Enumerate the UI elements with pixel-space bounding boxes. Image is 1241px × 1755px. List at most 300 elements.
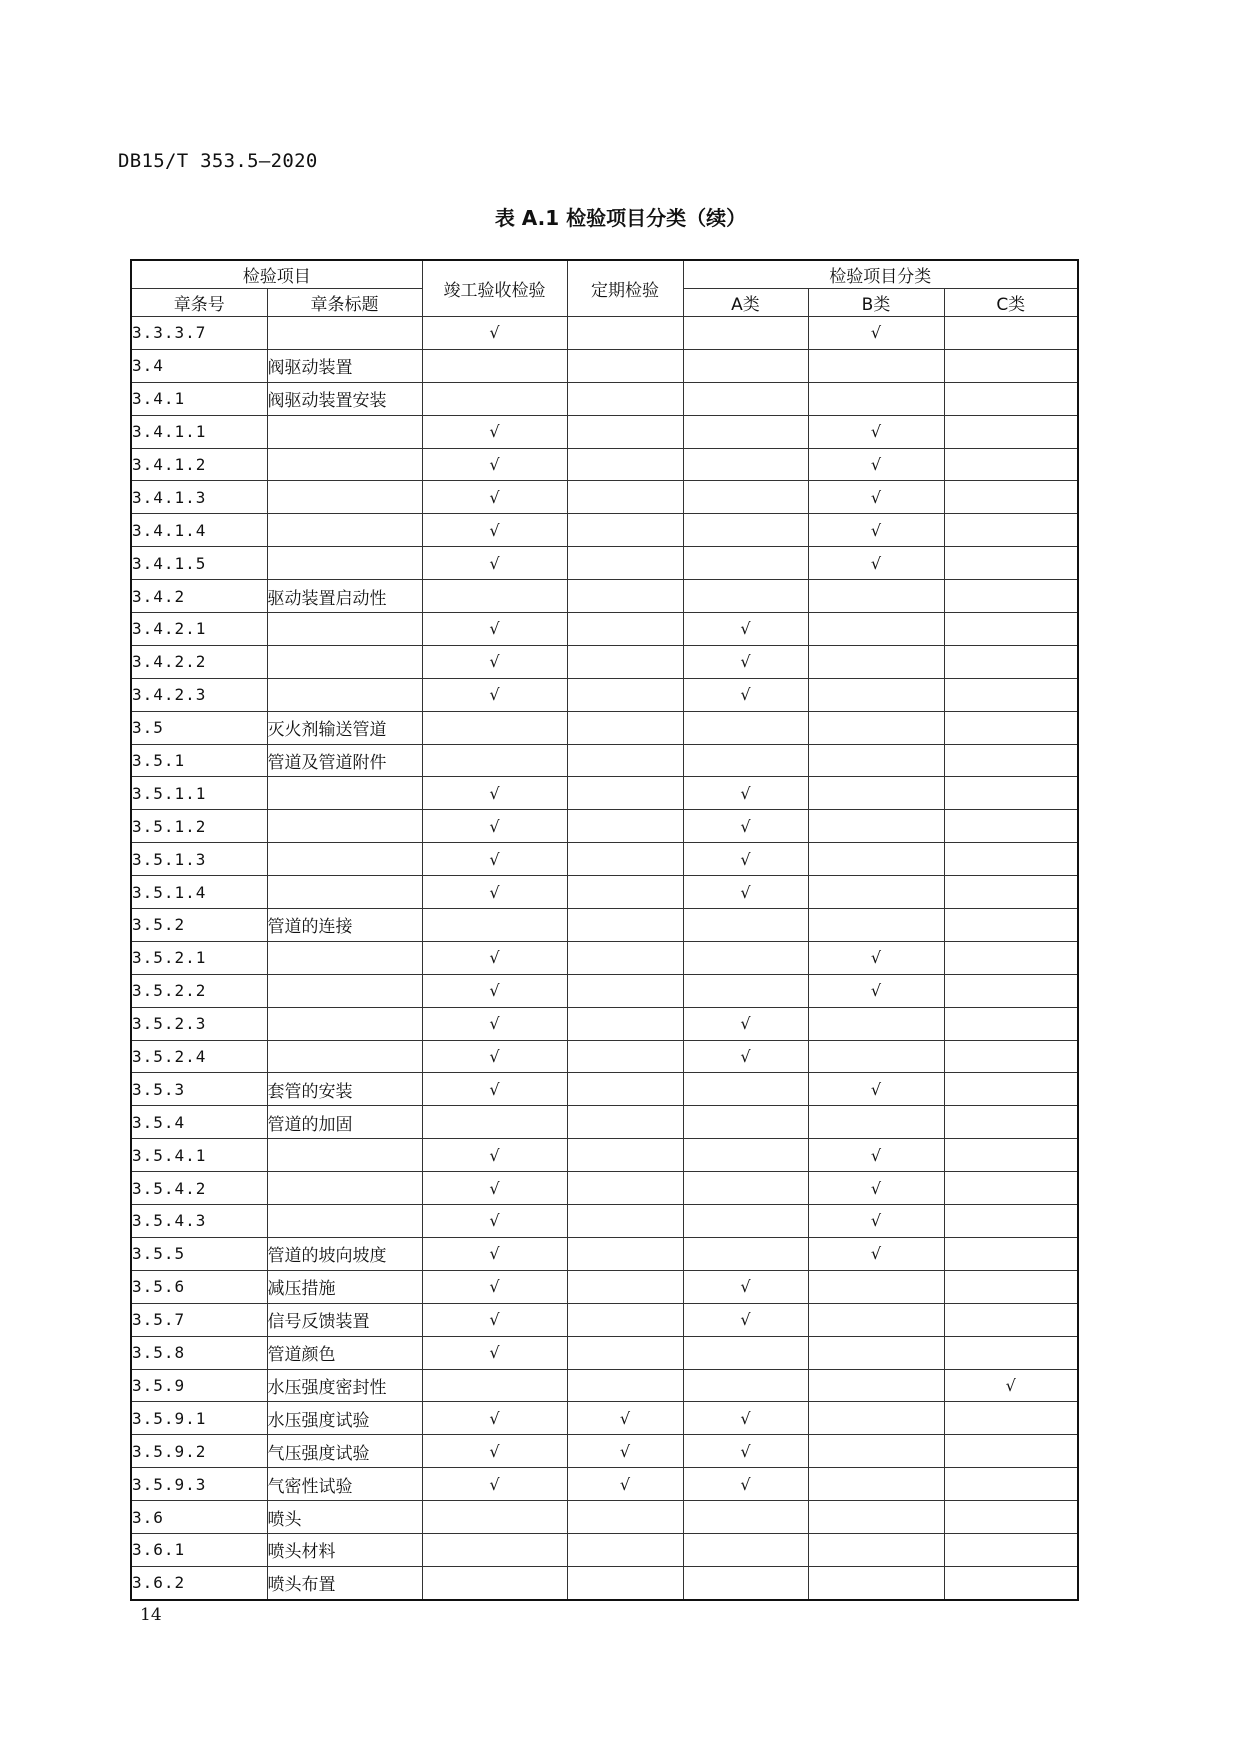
- category-a-mark: √: [683, 645, 808, 678]
- periodic-mark: [567, 1040, 683, 1073]
- completion-mark: √: [422, 613, 567, 646]
- category-b-mark: √: [808, 974, 944, 1007]
- periodic-mark: [567, 1172, 683, 1205]
- category-c-mark: [944, 317, 1078, 350]
- clause-title: [267, 678, 422, 711]
- category-c-mark: [944, 1336, 1078, 1369]
- table-row: [131, 1336, 1078, 1369]
- table-row: [131, 1205, 1078, 1238]
- category-c-mark: [944, 580, 1078, 613]
- clause-number: 3.5.2.4: [131, 1040, 267, 1073]
- table-row: [131, 810, 1078, 843]
- clause-number: 3.5.4.3: [131, 1205, 267, 1238]
- category-b-mark: √: [808, 1139, 944, 1172]
- periodic-mark: [567, 1336, 683, 1369]
- clause-number: 3.5.2.2: [131, 974, 267, 1007]
- table-row: [131, 1270, 1078, 1303]
- completion-mark: √: [422, 481, 567, 514]
- category-c-mark: [944, 678, 1078, 711]
- periodic-mark: [567, 974, 683, 1007]
- header-periodic: 定期检验: [567, 260, 683, 317]
- category-b-mark: [808, 613, 944, 646]
- completion-mark: [422, 744, 567, 777]
- clause-title: [267, 317, 422, 350]
- completion-mark: [422, 1533, 567, 1566]
- category-a-mark: √: [683, 876, 808, 909]
- header-clause-title: 章条标题: [267, 289, 422, 317]
- clause-title: 水压强度试验: [267, 1402, 422, 1435]
- clause-title: [267, 1007, 422, 1040]
- clause-number: 3.5.1.2: [131, 810, 267, 843]
- category-a-mark: [683, 1369, 808, 1402]
- table-row: [131, 1040, 1078, 1073]
- category-c-mark: [944, 744, 1078, 777]
- category-b-mark: [808, 909, 944, 942]
- table-row: [131, 744, 1078, 777]
- classification-table: [130, 259, 1079, 1601]
- clause-number: 3.5.9.3: [131, 1468, 267, 1501]
- category-b-mark: √: [808, 1205, 944, 1238]
- category-b-mark: [808, 678, 944, 711]
- completion-mark: √: [422, 1205, 567, 1238]
- periodic-mark: √: [567, 1468, 683, 1501]
- clause-title: [267, 777, 422, 810]
- clause-title: 喷头: [267, 1501, 422, 1534]
- periodic-mark: [567, 580, 683, 613]
- category-c-mark: [944, 1303, 1078, 1336]
- clause-title: 阀驱动装置安装: [267, 382, 422, 415]
- completion-mark: [422, 1566, 567, 1599]
- periodic-mark: [567, 1073, 683, 1106]
- category-c-mark: [944, 1040, 1078, 1073]
- completion-mark: [422, 1369, 567, 1402]
- table-header: [131, 260, 1078, 317]
- periodic-mark: [567, 678, 683, 711]
- completion-mark: √: [422, 876, 567, 909]
- category-b-mark: [808, 580, 944, 613]
- category-b-mark: [808, 1336, 944, 1369]
- clause-title: 管道的坡向坡度: [267, 1237, 422, 1270]
- category-b-mark: [808, 1040, 944, 1073]
- category-a-mark: [683, 1501, 808, 1534]
- category-c-mark: [944, 415, 1078, 448]
- clause-number: 3.3.3.7: [131, 317, 267, 350]
- clause-title: 信号反馈装置: [267, 1303, 422, 1336]
- clause-title: [267, 481, 422, 514]
- clause-title: 喷头布置: [267, 1566, 422, 1599]
- table-row: [131, 1172, 1078, 1205]
- clause-number: 3.5.4: [131, 1106, 267, 1139]
- completion-mark: √: [422, 678, 567, 711]
- category-a-mark: √: [683, 1007, 808, 1040]
- category-b-mark: [808, 777, 944, 810]
- category-b-mark: [808, 1106, 944, 1139]
- periodic-mark: [567, 1139, 683, 1172]
- table-row: [131, 1139, 1078, 1172]
- clause-number: 3.6.2: [131, 1566, 267, 1599]
- header-clause-no: 章条号: [131, 289, 267, 317]
- category-c-mark: [944, 1468, 1078, 1501]
- completion-mark: √: [422, 974, 567, 1007]
- periodic-mark: [567, 1237, 683, 1270]
- periodic-mark: [567, 876, 683, 909]
- completion-mark: √: [422, 1040, 567, 1073]
- clause-number: 3.4.1.3: [131, 481, 267, 514]
- category-a-mark: [683, 514, 808, 547]
- category-a-mark: √: [683, 810, 808, 843]
- periodic-mark: [567, 415, 683, 448]
- clause-number: 3.5.1: [131, 744, 267, 777]
- table-row: [131, 1303, 1078, 1336]
- header-item: 检验项目: [131, 260, 422, 289]
- category-c-mark: [944, 711, 1078, 744]
- clause-title: 管道颜色: [267, 1336, 422, 1369]
- category-a-mark: √: [683, 843, 808, 876]
- category-a-mark: [683, 1336, 808, 1369]
- category-b-mark: [808, 1007, 944, 1040]
- clause-title: 气密性试验: [267, 1468, 422, 1501]
- category-a-mark: √: [683, 1040, 808, 1073]
- category-b-mark: [808, 1435, 944, 1468]
- completion-mark: √: [422, 941, 567, 974]
- clause-number: 3.5.2.3: [131, 1007, 267, 1040]
- clause-title: 减压措施: [267, 1270, 422, 1303]
- category-a-mark: √: [683, 678, 808, 711]
- periodic-mark: [567, 645, 683, 678]
- category-c-mark: [944, 1566, 1078, 1599]
- clause-title: 喷头材料: [267, 1533, 422, 1566]
- category-c-mark: [944, 645, 1078, 678]
- completion-mark: √: [422, 1468, 567, 1501]
- category-b-mark: [808, 1270, 944, 1303]
- clause-number: 3.5.7: [131, 1303, 267, 1336]
- table-row: [131, 777, 1078, 810]
- category-a-mark: [683, 1533, 808, 1566]
- periodic-mark: [567, 1369, 683, 1402]
- category-a-mark: [683, 909, 808, 942]
- category-c-mark: [944, 777, 1078, 810]
- completion-mark: √: [422, 448, 567, 481]
- table-row: [131, 876, 1078, 909]
- table-row: [131, 974, 1078, 1007]
- clause-title: [267, 448, 422, 481]
- category-b-mark: [808, 1468, 944, 1501]
- category-a-mark: [683, 317, 808, 350]
- completion-mark: √: [422, 1139, 567, 1172]
- category-b-mark: √: [808, 317, 944, 350]
- table-row: [131, 514, 1078, 547]
- clause-title: 管道的连接: [267, 909, 422, 942]
- category-b-mark: [808, 711, 944, 744]
- completion-mark: √: [422, 1402, 567, 1435]
- table-row: [131, 1468, 1078, 1501]
- clause-number: 3.5.2.1: [131, 941, 267, 974]
- category-c-mark: [944, 1533, 1078, 1566]
- category-a-mark: [683, 349, 808, 382]
- category-a-mark: [683, 1073, 808, 1106]
- category-c-mark: [944, 974, 1078, 1007]
- category-a-mark: √: [683, 1402, 808, 1435]
- category-a-mark: [683, 415, 808, 448]
- category-a-mark: √: [683, 1468, 808, 1501]
- clause-title: [267, 941, 422, 974]
- clause-title: [267, 415, 422, 448]
- clause-number: 3.5.6: [131, 1270, 267, 1303]
- category-b-mark: √: [808, 481, 944, 514]
- category-c-mark: [944, 349, 1078, 382]
- table-row: [131, 1402, 1078, 1435]
- clause-title: 阀驱动装置: [267, 349, 422, 382]
- periodic-mark: [567, 711, 683, 744]
- periodic-mark: [567, 1205, 683, 1238]
- completion-mark: √: [422, 810, 567, 843]
- category-b-mark: [808, 1369, 944, 1402]
- category-c-mark: [944, 1435, 1078, 1468]
- table-row: [131, 843, 1078, 876]
- clause-title: 套管的安装: [267, 1073, 422, 1106]
- completion-mark: √: [422, 1073, 567, 1106]
- clause-number: 3.5.1.3: [131, 843, 267, 876]
- table-row: [131, 317, 1078, 350]
- clause-number: 3.5.4.1: [131, 1139, 267, 1172]
- periodic-mark: [567, 777, 683, 810]
- table-row: [131, 941, 1078, 974]
- category-c-mark: [944, 810, 1078, 843]
- clause-number: 3.5.9: [131, 1369, 267, 1402]
- table-row: [131, 1007, 1078, 1040]
- clause-number: 3.5.9.2: [131, 1435, 267, 1468]
- completion-mark: √: [422, 645, 567, 678]
- periodic-mark: [567, 810, 683, 843]
- category-a-mark: √: [683, 1435, 808, 1468]
- category-a-mark: √: [683, 777, 808, 810]
- category-a-mark: [683, 974, 808, 1007]
- periodic-mark: [567, 481, 683, 514]
- category-b-mark: √: [808, 1073, 944, 1106]
- category-c-mark: [944, 382, 1078, 415]
- completion-mark: [422, 1501, 567, 1534]
- table-row: [131, 349, 1078, 382]
- completion-mark: √: [422, 1007, 567, 1040]
- completion-mark: √: [422, 1270, 567, 1303]
- periodic-mark: [567, 382, 683, 415]
- completion-mark: √: [422, 415, 567, 448]
- completion-mark: [422, 1106, 567, 1139]
- category-b-mark: [808, 876, 944, 909]
- periodic-mark: [567, 1566, 683, 1599]
- table-row: [131, 711, 1078, 744]
- category-a-mark: [683, 941, 808, 974]
- category-b-mark: √: [808, 448, 944, 481]
- category-a-mark: [683, 1172, 808, 1205]
- table-row: [131, 1501, 1078, 1534]
- category-a-mark: √: [683, 1270, 808, 1303]
- clause-title: 管道的加固: [267, 1106, 422, 1139]
- clause-title: 管道及管道附件: [267, 744, 422, 777]
- category-c-mark: [944, 1402, 1078, 1435]
- category-b-mark: [808, 645, 944, 678]
- table-row: [131, 1237, 1078, 1270]
- category-b-mark: [808, 843, 944, 876]
- periodic-mark: [567, 909, 683, 942]
- category-a-mark: [683, 547, 808, 580]
- periodic-mark: [567, 744, 683, 777]
- completion-mark: √: [422, 1172, 567, 1205]
- clause-title: [267, 645, 422, 678]
- clause-title: 气压强度试验: [267, 1435, 422, 1468]
- clause-title: [267, 810, 422, 843]
- periodic-mark: [567, 514, 683, 547]
- category-b-mark: [808, 382, 944, 415]
- clause-title: [267, 974, 422, 1007]
- periodic-mark: [567, 1106, 683, 1139]
- clause-title: [267, 1205, 422, 1238]
- category-a-mark: [683, 1205, 808, 1238]
- category-c-mark: [944, 843, 1078, 876]
- completion-mark: [422, 382, 567, 415]
- table-row: [131, 1073, 1078, 1106]
- category-b-mark: [808, 1303, 944, 1336]
- periodic-mark: [567, 1533, 683, 1566]
- table-body: [131, 317, 1078, 1600]
- completion-mark: √: [422, 1336, 567, 1369]
- periodic-mark: [567, 547, 683, 580]
- periodic-mark: [567, 349, 683, 382]
- category-c-mark: [944, 876, 1078, 909]
- category-a-mark: [683, 1106, 808, 1139]
- clause-number: 3.4.1.4: [131, 514, 267, 547]
- completion-mark: √: [422, 514, 567, 547]
- table-row: [131, 1435, 1078, 1468]
- category-b-mark: [808, 1566, 944, 1599]
- category-b-mark: [808, 1533, 944, 1566]
- clause-number: 3.4.1.5: [131, 547, 267, 580]
- completion-mark: √: [422, 317, 567, 350]
- table-title: 表 A.1 检验项目分类（续）: [494, 206, 747, 230]
- header-cat-c: C类: [944, 289, 1078, 317]
- clause-number: 3.5.4.2: [131, 1172, 267, 1205]
- category-b-mark: √: [808, 1237, 944, 1270]
- completion-mark: √: [422, 1237, 567, 1270]
- category-b-mark: √: [808, 415, 944, 448]
- table-row: [131, 448, 1078, 481]
- clause-title: 灭火剂输送管道: [267, 711, 422, 744]
- category-a-mark: [683, 481, 808, 514]
- clause-title: 水压强度密封性: [267, 1369, 422, 1402]
- category-a-mark: [683, 448, 808, 481]
- periodic-mark: [567, 1501, 683, 1534]
- category-c-mark: [944, 909, 1078, 942]
- clause-number: 3.4.2.2: [131, 645, 267, 678]
- category-a-mark: [683, 711, 808, 744]
- clause-title: [267, 843, 422, 876]
- category-c-mark: [944, 1205, 1078, 1238]
- table-row: [131, 382, 1078, 415]
- category-a-mark: [683, 1566, 808, 1599]
- table-row: [131, 645, 1078, 678]
- category-b-mark: √: [808, 1172, 944, 1205]
- header-cat-b: B类: [808, 289, 944, 317]
- category-a-mark: [683, 1139, 808, 1172]
- category-a-mark: [683, 580, 808, 613]
- page-number: 14: [140, 1605, 162, 1625]
- clause-title: [267, 1172, 422, 1205]
- header-completion: 竣工验收检验: [422, 260, 567, 317]
- category-c-mark: [944, 1007, 1078, 1040]
- table-row: [131, 415, 1078, 448]
- category-b-mark: [808, 810, 944, 843]
- table-row: [131, 547, 1078, 580]
- category-a-mark: [683, 1237, 808, 1270]
- category-c-mark: [944, 514, 1078, 547]
- clause-number: 3.5.9.1: [131, 1402, 267, 1435]
- category-c-mark: [944, 481, 1078, 514]
- periodic-mark: [567, 317, 683, 350]
- clause-title: [267, 514, 422, 547]
- completion-mark: √: [422, 1435, 567, 1468]
- clause-title: [267, 547, 422, 580]
- category-c-mark: [944, 941, 1078, 974]
- category-c-mark: [944, 1106, 1078, 1139]
- category-c-mark: [944, 448, 1078, 481]
- category-b-mark: √: [808, 514, 944, 547]
- periodic-mark: √: [567, 1435, 683, 1468]
- periodic-mark: [567, 448, 683, 481]
- clause-number: 3.5.3: [131, 1073, 267, 1106]
- clause-title: [267, 613, 422, 646]
- category-b-mark: √: [808, 941, 944, 974]
- header-category: 检验项目分类: [683, 260, 1078, 289]
- periodic-mark: [567, 1270, 683, 1303]
- category-a-mark: [683, 382, 808, 415]
- clause-number: 3.4: [131, 349, 267, 382]
- category-b-mark: √: [808, 547, 944, 580]
- table-row: [131, 580, 1078, 613]
- completion-mark: [422, 909, 567, 942]
- table-row: [131, 678, 1078, 711]
- clause-number: 3.4.1.2: [131, 448, 267, 481]
- clause-number: 3.5.8: [131, 1336, 267, 1369]
- clause-title: [267, 1139, 422, 1172]
- table-row: [131, 1533, 1078, 1566]
- category-b-mark: [808, 1402, 944, 1435]
- category-c-mark: [944, 1501, 1078, 1534]
- completion-mark: √: [422, 547, 567, 580]
- category-a-mark: [683, 744, 808, 777]
- periodic-mark: [567, 1007, 683, 1040]
- category-c-mark: [944, 1172, 1078, 1205]
- document-code: DB15/T 353.5—2020: [118, 150, 318, 172]
- clause-number: 3.5.1.4: [131, 876, 267, 909]
- clause-number: 3.4.2.3: [131, 678, 267, 711]
- category-b-mark: [808, 349, 944, 382]
- category-c-mark: [944, 613, 1078, 646]
- clause-title: [267, 876, 422, 909]
- category-c-mark: [944, 1237, 1078, 1270]
- category-c-mark: [944, 1270, 1078, 1303]
- category-a-mark: √: [683, 1303, 808, 1336]
- header-cat-a: A类: [683, 289, 808, 317]
- category-a-mark: √: [683, 613, 808, 646]
- completion-mark: [422, 580, 567, 613]
- category-c-mark: [944, 1073, 1078, 1106]
- clause-number: 3.4.1.1: [131, 415, 267, 448]
- clause-number: 3.4.1: [131, 382, 267, 415]
- completion-mark: √: [422, 843, 567, 876]
- clause-title: [267, 1040, 422, 1073]
- completion-mark: [422, 349, 567, 382]
- periodic-mark: [567, 843, 683, 876]
